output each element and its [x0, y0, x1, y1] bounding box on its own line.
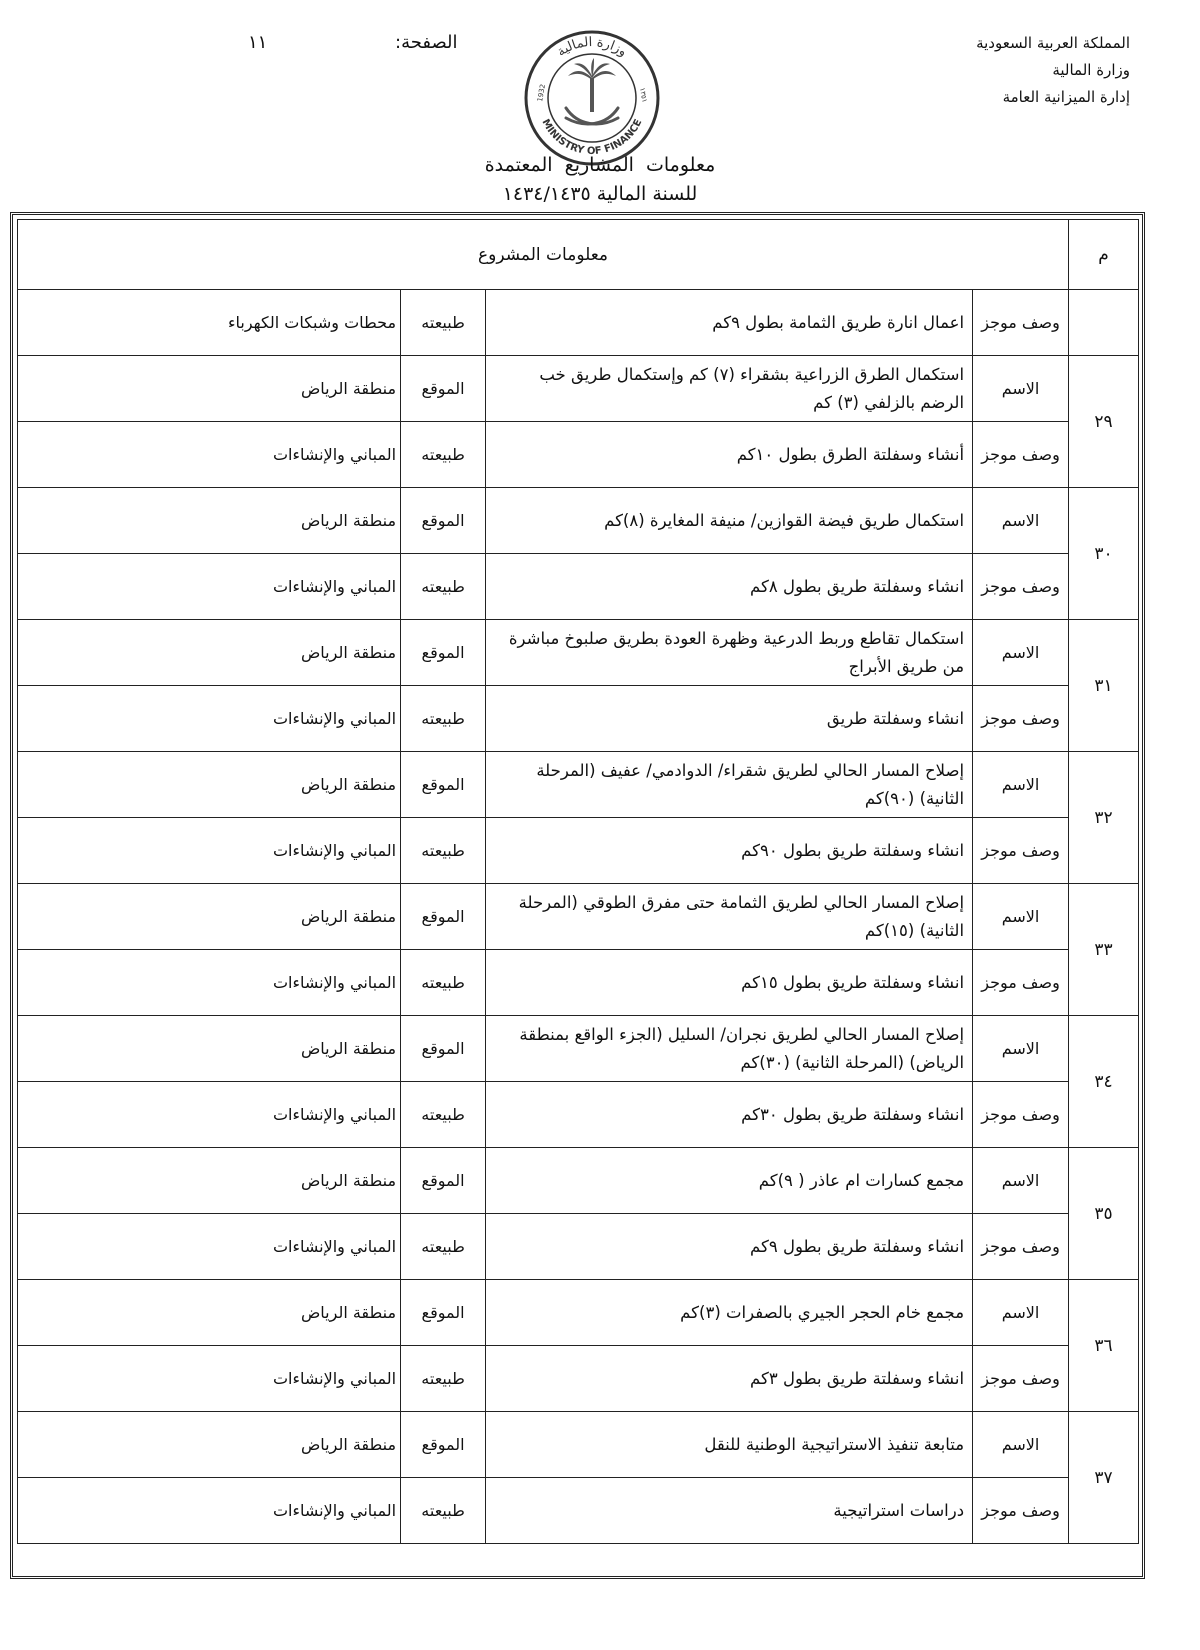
label-name: الاسم	[973, 752, 1069, 818]
label-name: الاسم	[973, 1412, 1069, 1478]
label-name: الاسم	[973, 620, 1069, 686]
cell-nature: محطات وشبكات الكهرباء	[18, 290, 401, 356]
label-name: الاسم	[973, 884, 1069, 950]
label-nature: طبيعته	[401, 1346, 486, 1412]
label-name: الاسم	[973, 1148, 1069, 1214]
project-row-name	[18, 1148, 1139, 1214]
label-description: وصف موجز	[973, 554, 1069, 620]
cell-nature: المباني والإنشاءات	[18, 1478, 401, 1544]
label-nature: طبيعته	[401, 686, 486, 752]
cell-description: دراسات استراتيجية	[486, 1478, 973, 1544]
org-line-kingdom: المملكة العربية السعودية	[976, 34, 1130, 52]
ministry-seal-logo	[522, 28, 662, 168]
label-location: الموقع	[401, 620, 486, 686]
label-nature: طبيعته	[401, 554, 486, 620]
column-header-project-info: معلومات المشروع	[18, 220, 1069, 290]
project-row-name	[18, 356, 1139, 422]
cell-description: انشاء وسفلتة طريق بطول ٩٠كم	[486, 818, 973, 884]
cell-project-name: مجمع كسارات ام عاذر ( ٩)كم	[486, 1148, 973, 1214]
cell-location: منطقة الرياض	[18, 1148, 401, 1214]
label-location: الموقع	[401, 1148, 486, 1214]
label-nature: طبيعته	[401, 422, 486, 488]
cell-description: انشاء وسفلتة طريق بطول ٣٠كم	[486, 1082, 973, 1148]
cell-description: انشاء وسفلتة طريق	[486, 686, 973, 752]
cell-location: منطقة الرياض	[18, 356, 401, 422]
project-row-name	[18, 620, 1139, 686]
label-location: الموقع	[401, 752, 486, 818]
cell-nature: المباني والإنشاءات	[18, 1082, 401, 1148]
palm-tree-icon	[568, 58, 616, 112]
org-line-department: إدارة الميزانية العامة	[1002, 88, 1130, 106]
cell-number: ٣٥	[1069, 1148, 1139, 1280]
project-row-description	[18, 1082, 1139, 1148]
seal-text-top: وزارة المالية	[554, 34, 630, 60]
table-header-row	[18, 220, 1139, 290]
cell-location: منطقة الرياض	[18, 1412, 401, 1478]
label-nature: طبيعته	[401, 1082, 486, 1148]
project-row-description	[18, 1478, 1139, 1544]
org-line-ministry: وزارة المالية	[1052, 61, 1130, 79]
cell-number: ٣٤	[1069, 1016, 1139, 1148]
document-title: معلومات المشاريع المعتمدة	[484, 154, 716, 176]
cell-description: انشاء وسفلتة طريق بطول ٩كم	[486, 1214, 973, 1280]
label-description: وصف موجز	[973, 290, 1069, 356]
cell-number	[1069, 290, 1139, 356]
cell-project-name: إصلاح المسار الحالي لطريق شقراء/ الدوادمي/ عفيف (المرحلة الثانية) (٩٠)كم	[486, 752, 973, 818]
label-location: الموقع	[401, 1280, 486, 1346]
project-row-name	[18, 1280, 1139, 1346]
project-row-description	[18, 554, 1139, 620]
label-name: الاسم	[973, 488, 1069, 554]
projects-table-frame	[10, 212, 1145, 1579]
cell-location: منطقة الرياض	[18, 1016, 401, 1082]
cell-nature: المباني والإنشاءات	[18, 818, 401, 884]
cell-number: ٣٠	[1069, 488, 1139, 620]
label-description: وصف موجز	[973, 1478, 1069, 1544]
project-row-description	[18, 422, 1139, 488]
projects-table	[17, 219, 1139, 1544]
project-row-description	[18, 686, 1139, 752]
cell-description: اعمال انارة طريق الثمامة بطول ٩كم	[486, 290, 973, 356]
cell-description: أنشاء وسفلتة الطرق بطول ١٠كم	[486, 422, 973, 488]
label-description: وصف موجز	[973, 818, 1069, 884]
label-description: وصف موجز	[973, 1346, 1069, 1412]
cell-description: انشاء وسفلتة طريق بطول ٨كم	[486, 554, 973, 620]
label-location: الموقع	[401, 488, 486, 554]
label-description: وصف موجز	[973, 950, 1069, 1016]
label-nature: طبيعته	[401, 950, 486, 1016]
seal-year-right: ١٣٥١	[638, 86, 649, 104]
project-row-name	[18, 884, 1139, 950]
cell-description: انشاء وسفلتة طريق بطول ١٥كم	[486, 950, 973, 1016]
page-number: ١١	[248, 32, 268, 53]
cell-number: ٣٢	[1069, 752, 1139, 884]
cell-number: ٣٦	[1069, 1280, 1139, 1412]
project-row-name	[18, 488, 1139, 554]
label-nature: طبيعته	[401, 1214, 486, 1280]
cell-nature: المباني والإنشاءات	[18, 422, 401, 488]
cell-nature: المباني والإنشاءات	[18, 1346, 401, 1412]
column-header-number: م	[1069, 220, 1139, 290]
cell-number: ٣١	[1069, 620, 1139, 752]
project-row-description	[18, 950, 1139, 1016]
project-row-description	[18, 818, 1139, 884]
cell-location: منطقة الرياض	[18, 1280, 401, 1346]
label-nature: طبيعته	[401, 818, 486, 884]
project-row-description	[18, 1214, 1139, 1280]
cell-location: منطقة الرياض	[18, 752, 401, 818]
cell-number: ٣٣	[1069, 884, 1139, 1016]
cell-number: ٣٧	[1069, 1412, 1139, 1544]
cell-nature: المباني والإنشاءات	[18, 950, 401, 1016]
project-row-name	[18, 1412, 1139, 1478]
page-label: الصفحة:	[395, 32, 458, 53]
label-location: الموقع	[401, 1016, 486, 1082]
cell-project-name: مجمع خام الحجر الجيري بالصفرات (٣)كم	[486, 1280, 973, 1346]
cell-number: ٢٩	[1069, 356, 1139, 488]
cell-location: منطقة الرياض	[18, 884, 401, 950]
seal-text-bottom: MINISTRY OF FINANCE	[539, 117, 645, 158]
label-location: الموقع	[401, 356, 486, 422]
label-description: وصف موجز	[973, 1214, 1069, 1280]
cell-nature: المباني والإنشاءات	[18, 1214, 401, 1280]
cell-project-name: استكمال تقاطع وربط الدرعية وظهرة العودة بطريق صلبوخ مباشرة من طريق الأبراج	[486, 620, 973, 686]
cell-location: منطقة الرياض	[18, 488, 401, 554]
cell-nature: المباني والإنشاءات	[18, 686, 401, 752]
project-row-name	[18, 752, 1139, 818]
fiscal-year-subtitle: للسنة المالية ١٤٣٤/١٤٣٥	[502, 183, 698, 205]
cell-project-name: استكمال طريق فيضة القوازين/ منيفة المغايرة (٨)كم	[486, 488, 973, 554]
label-name: الاسم	[973, 1016, 1069, 1082]
label-nature: طبيعته	[401, 1478, 486, 1544]
label-location: الموقع	[401, 1412, 486, 1478]
label-description: وصف موجز	[973, 686, 1069, 752]
label-description: وصف موجز	[973, 422, 1069, 488]
cell-project-name: متابعة تنفيذ الاستراتيجية الوطنية للنقل	[486, 1412, 973, 1478]
cell-project-name: إصلاح المسار الحالي لطريق نجران/ السليل (الجزء الواقع بمنطقة الرياض) (المرحلة الثانية) (٣٠)كم	[486, 1016, 973, 1082]
label-nature: طبيعته	[401, 290, 486, 356]
organization-header	[890, 30, 1130, 111]
label-name: الاسم	[973, 1280, 1069, 1346]
cell-project-name: إصلاح المسار الحالي لطريق الثمامة حتى مفرق الطوقي (المرحلة الثانية) (١٥)كم	[486, 884, 973, 950]
cell-project-name: استكمال الطرق الزراعية بشقراء (٧) كم وإستكمال طريق خب الرضم بالزلفي (٣) كم	[486, 356, 973, 422]
cell-description: انشاء وسفلتة طريق بطول ٣كم	[486, 1346, 973, 1412]
cell-location: منطقة الرياض	[18, 620, 401, 686]
label-location: الموقع	[401, 884, 486, 950]
label-description: وصف موجز	[973, 1082, 1069, 1148]
label-name: الاسم	[973, 356, 1069, 422]
project-row-name	[18, 1016, 1139, 1082]
cell-nature: المباني والإنشاءات	[18, 554, 401, 620]
table-row-partial	[18, 290, 1139, 356]
project-row-description	[18, 1346, 1139, 1412]
seal-year-left: 1932	[536, 83, 548, 103]
